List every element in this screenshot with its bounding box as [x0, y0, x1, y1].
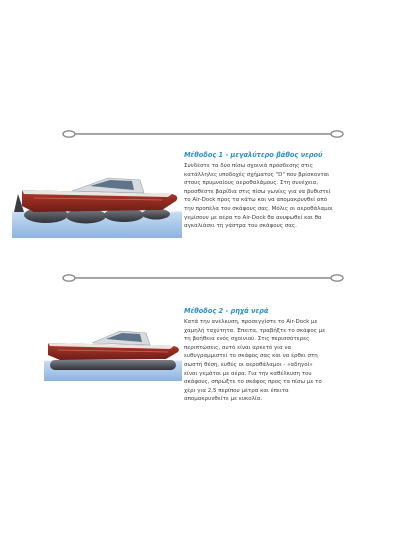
boat-shallow-water-illustration: [44, 323, 182, 381]
method-2-section: [184, 307, 374, 404]
boat-on-airdock-illustration: [12, 168, 182, 238]
method-2-text-line: είναι γεμάτοι με αέρα. Για την καθέλκυση του: [184, 370, 312, 377]
method-1-text-line: το Air-Dock προς τα κάτω και να απομακρυνθεί από: [184, 197, 328, 204]
method-1-text-line: κατάλληλες υποδοχές σχήματος "D" που βρίσκονται: [184, 171, 330, 178]
method-1-text-line: στους πρυμναίους αεροθαλάμους. Στη συνέχεια,: [184, 180, 319, 187]
method-1-section: [184, 151, 374, 231]
method-1-text-line: την προπέλα του σκάφους σας. Μόλις οι αεροθάλαμοι: [184, 205, 333, 212]
method-2-text-line: ευθυγραμμιστεί το σκάφος σας και να έρθει στη: [184, 353, 318, 360]
method-2-text-line: χαμηλή ταχύτητα. Έπειτα, τραβήξτε το σκάφος με: [184, 327, 326, 334]
method-2-title: Μέθοδος 2 - ρηχά νερά: [184, 307, 269, 315]
method-1-text-line: γεμίσουν με αέρα το Air-Dock θα ανυψωθεί και θα: [184, 214, 322, 221]
rope-divider: [62, 271, 344, 285]
method-1-title: Μέθοδος 1 - μεγαλύτερο βάθος νερού: [184, 151, 323, 159]
method-2-text-line: τη βοήθεια ενός σχοινιού. Στις περισσότερες: [184, 336, 310, 343]
method-1-text-line: Συνδέστε τα δύο πίσω σχοινιά πρόσδεσης στις: [184, 163, 313, 169]
method-2-text-line: σωστή θέση, ευθύς οι αεροθάλαμοι - «αδηγοί»: [184, 361, 313, 368]
rope-divider: [62, 127, 344, 141]
method-1-text-line: προσθέστε βαρίδια στις πίσω γωνίες για να βυθιστεί: [184, 188, 331, 195]
method-2-text-line: Κατά την ανέλκυση, προσεγγίστε το Air-Dock με: [184, 319, 318, 325]
method-2-text-line: περιπτώσεις, αυτό είναι αρκετό για να: [184, 344, 292, 351]
method-2-text-line: σκάφους, σπρώξτε το σκάφος προς τα πίσω με το: [184, 379, 322, 386]
method-2-text-line: χέρι για 2,5 περίπου μέτρα και έπειτα: [184, 387, 289, 394]
method-2-text-line: απομακρυνθείτε με ευκολία.: [184, 396, 263, 403]
method-1-text-line: αγκαλιάσει τη γάστρα του σκάφους σας.: [184, 223, 297, 230]
